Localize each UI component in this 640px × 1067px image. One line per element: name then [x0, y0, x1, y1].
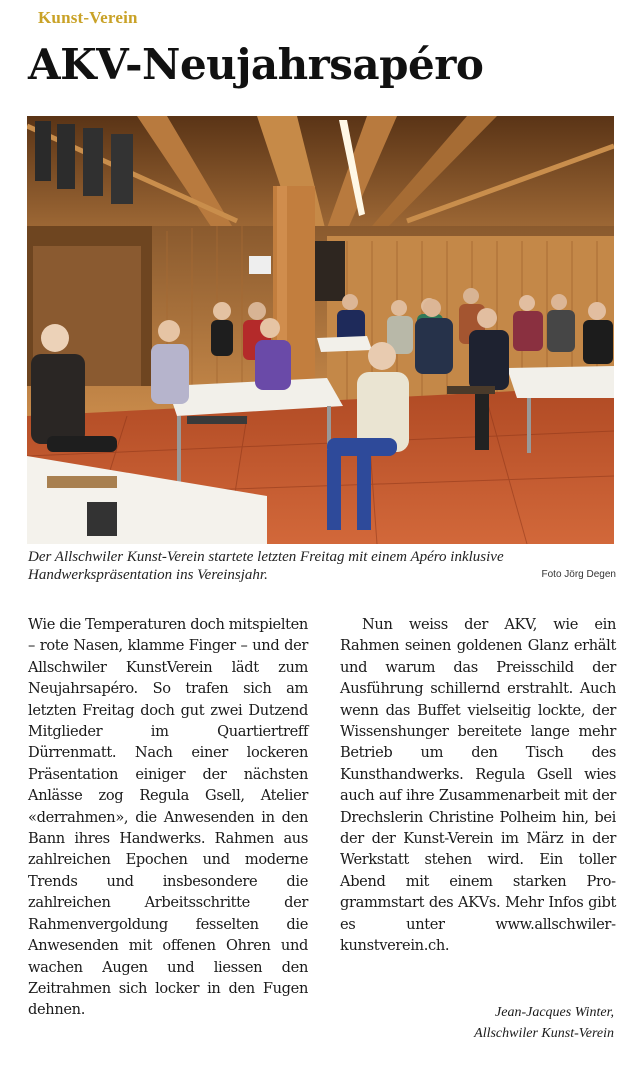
- article-photo: [27, 116, 614, 544]
- author-name: Jean-Jacques Winter,: [495, 1005, 614, 1020]
- author-organization: Allschwiler Kunst-Verein: [474, 1026, 614, 1041]
- photo-credit: Foto Jörg Degen: [541, 569, 616, 580]
- article-column-right: Nun weiss der AKV, wie ein Rahmen seinen goldenen Glanz erhält und warum das Preisschild der Ausführung schillernd erstrahlt. Auch wenn das Buffet vielseitig lockte, der Wissenshunger bereitete lange mehr Betrieb um den Tisch des Kunsthandwerks. Regula Gsell wies auch auf ihre Zusammenarbeit mit der Drechslerin Christine Polheim hin, bei der der Kunst-Verein im März in der Werkstatt stehen wird. Ein toller Abend mit einem starken Programmstart des AKVs. Mehr Infos gibt es unter www.allschwilerkunstverein.ch.: [340, 616, 616, 955]
- article-headline: AKV-Neujahrsapéro: [28, 40, 484, 89]
- article-author: [474, 1002, 614, 1044]
- photo-caption: [28, 548, 616, 584]
- article-column-left: Wie die Temperaturen doch mitspielten – rote Nasen, klamme Finger – und der Allschwiler KunstVerein lädt zum Neujahrsapéro. So trafen sich am letzten Freitag doch gut zwei Dutzend Mitglieder im Quartiertreff Dürrenmatt. Nach einer lockeren Präsentation einiger der nächsten Anlässe zog Regula Gsell, Atelier «derrahmen», die Anwesenden in den Bann ihres Handwerks. Rahmen aus zahlreichen Epochen und moderne Trends und insbesondere die zahlreichen Arbeitsschritte der Rahmenvergoldung fesselten die Anwesenden mit offenen Ohren und wachen Augen und liessen den Zeitrahmen sich locker in den Fugen dehnen.: [28, 616, 308, 1019]
- section-label: Kunst-Verein: [38, 8, 138, 27]
- caption-text: Der Allschwiler Kunst-Verein startete letzten Freitag mit einem Apéro inklusive Handwerkspräsentation ins Vereinsjahr.: [28, 549, 504, 583]
